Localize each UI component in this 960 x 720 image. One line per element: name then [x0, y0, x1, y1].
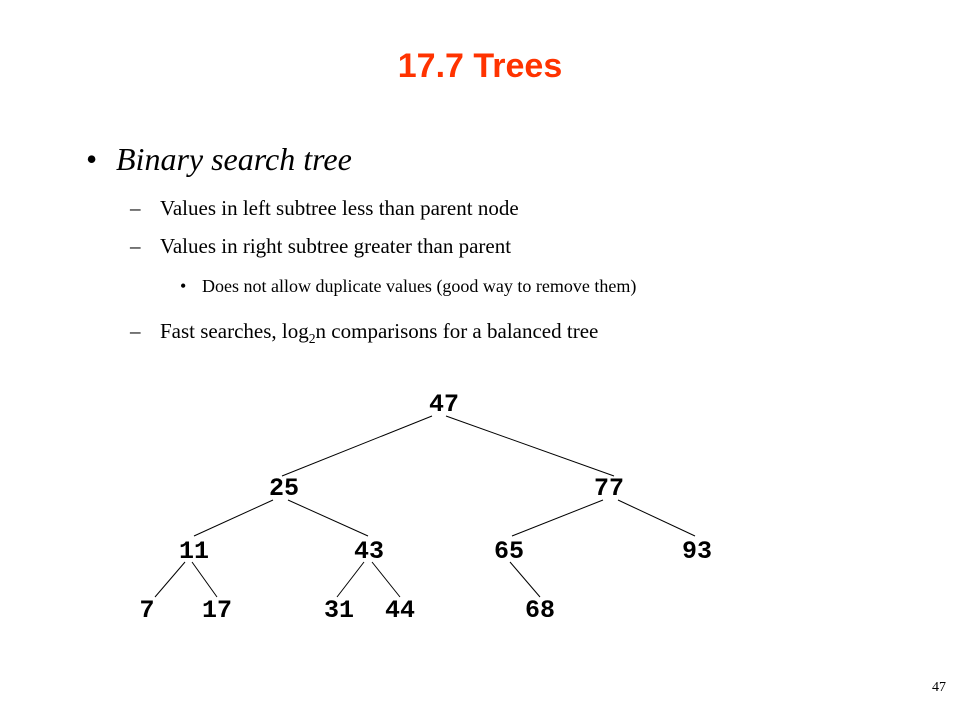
node-31: 31 — [323, 596, 355, 625]
node-11: 11 — [178, 537, 210, 566]
page-number: 47 — [932, 680, 946, 695]
edge-47-77 — [446, 416, 614, 476]
edge-25-11 — [194, 500, 273, 536]
bullet-marker: • — [180, 276, 187, 296]
tree-nodes — [139, 390, 712, 625]
node-93: 93 — [681, 537, 713, 566]
node-17: 17 — [201, 596, 233, 625]
node-77: 77 — [593, 474, 625, 503]
dash-marker: – — [130, 196, 141, 220]
node-44: 44 — [384, 596, 416, 625]
edge-77-93 — [618, 500, 695, 536]
dash-marker: – — [130, 234, 141, 258]
dash-marker: – — [130, 319, 141, 343]
edge-47-25 — [282, 416, 432, 476]
edge-11-17 — [192, 562, 217, 597]
edge-65-68 — [510, 562, 540, 597]
node-65: 65 — [493, 537, 525, 566]
bullet-marker: • — [86, 141, 98, 177]
bullet-text: Binary search tree — [116, 141, 352, 177]
slide-title: 17.7 Trees — [397, 47, 563, 85]
edge-25-43 — [288, 500, 368, 536]
edge-11-7 — [155, 562, 185, 597]
sub-bullet-text: Values in left subtree less than parent node — [160, 196, 519, 220]
node-25: 25 — [268, 474, 300, 503]
text-after-subscript: n comparisons for a balanced tree — [315, 319, 599, 343]
tree-edges — [155, 416, 695, 597]
sub-sub-bullet-text: Does not allow duplicate values (good way to remove them) — [202, 276, 637, 296]
node-68: 68 — [524, 596, 556, 625]
node-7: 7 — [139, 596, 155, 625]
node-43: 43 — [353, 537, 385, 566]
sub-bullet-text: Values in right subtree greater than parent — [160, 234, 512, 258]
edge-43-44 — [372, 562, 400, 597]
log-subscript: 2 — [308, 330, 316, 346]
node-47: 47 — [428, 390, 460, 419]
text-before-subscript: Fast searches, log — [160, 319, 309, 343]
edge-43-31 — [337, 562, 364, 597]
edge-77-65 — [512, 500, 603, 536]
